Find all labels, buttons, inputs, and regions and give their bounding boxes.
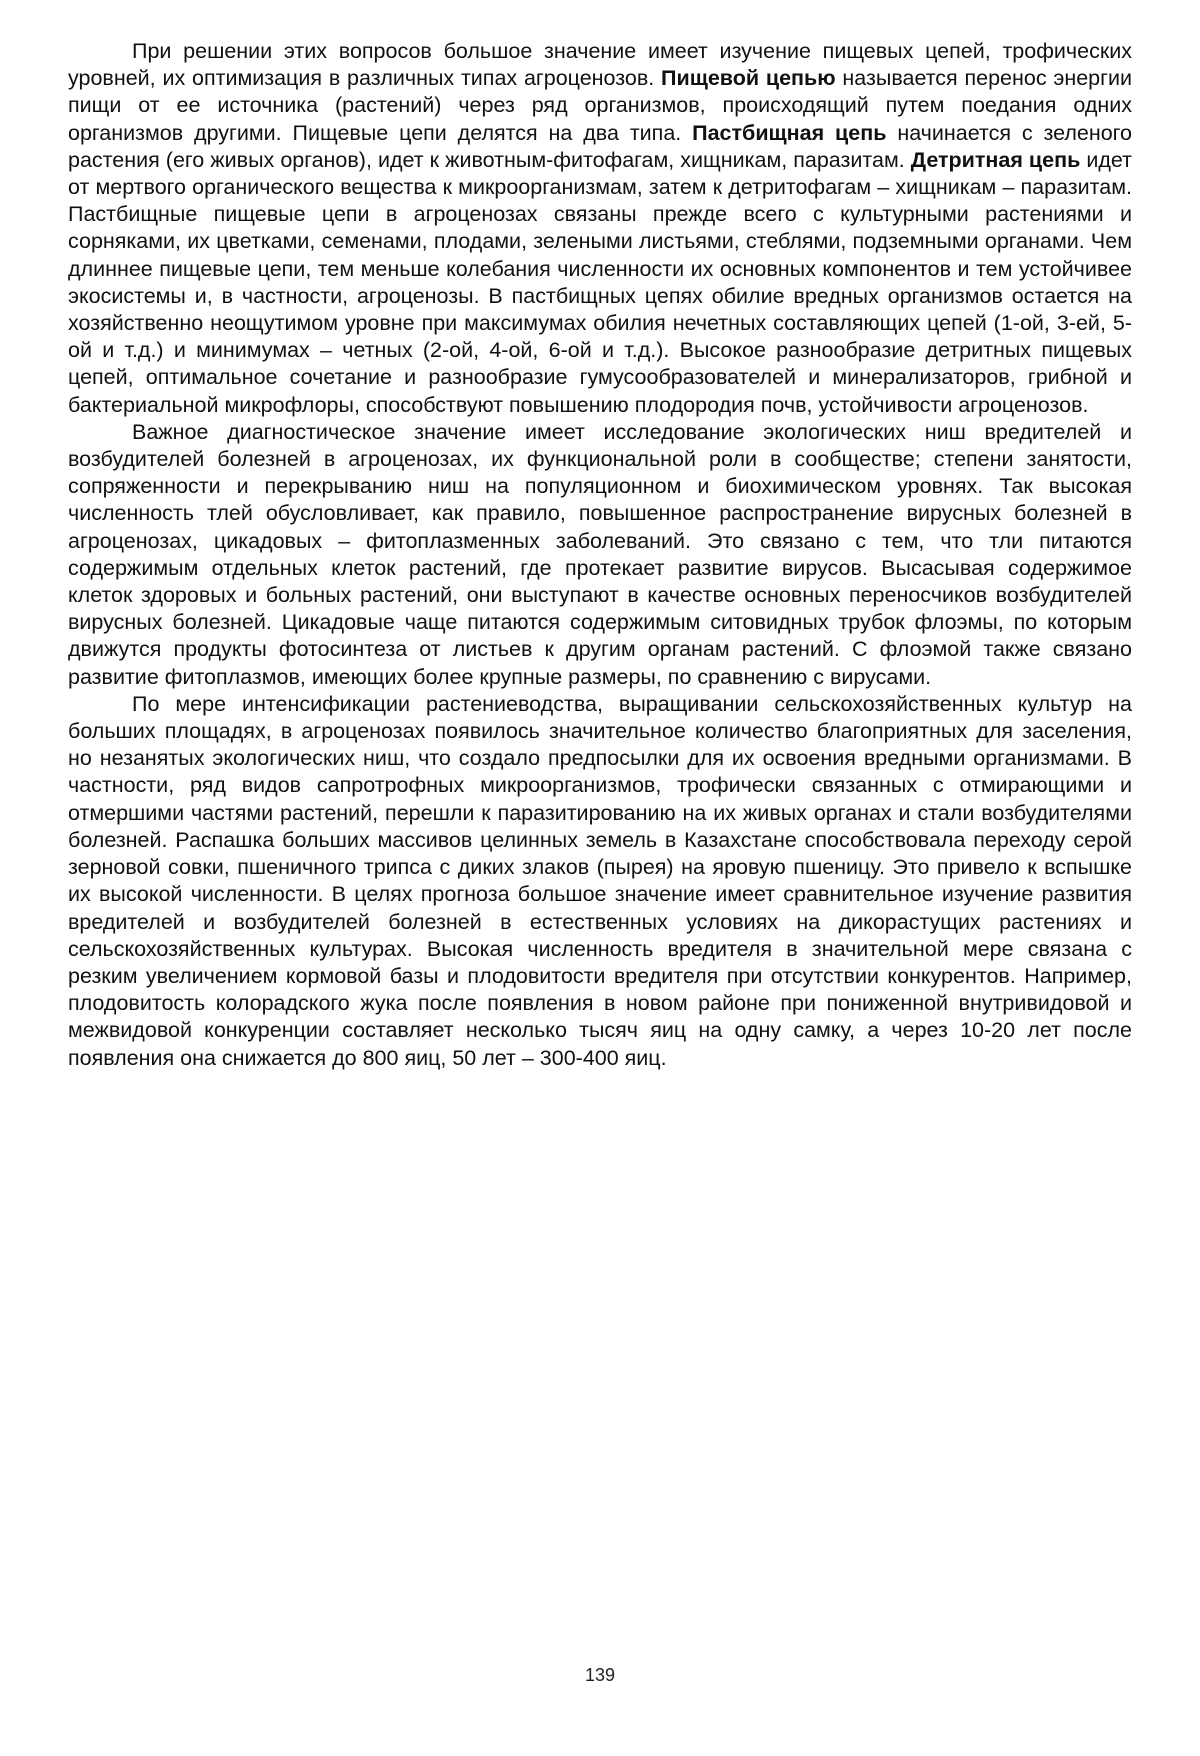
paragraph-food-chains bbox=[68, 38, 1132, 419]
text-segment: идет от мертвого органического вещества к микроорганизмам, затем к детритофагам – хищникам – паразитам. Пастбищные пищевые цепи в агроценозах связаны прежде всего с культурными растениями и сорняками, их цветками, семенами, плодами, зелеными листьями, стеблями, подземными органами. Чем длиннее пищевые цепи, тем меньше колебания численности их основных компонентов и тем устойчивее экосистемы и, в частности, агроценозы. В пастбищных цепях обилие вредных организмов остается на хозяйственно неощутимом уровне при максимумах обилия нечетных составляющих цепей (1-ой, 3-ей, 5-ой и т.д.) и минимумах – четных (2-ой, 4-ой, 6-ой и т.д.). Высокое разнообразие детритных пищевых цепей, оптимальное сочетание и разнообразие гумусообразователей и минерализаторов, грибной и бактериальной микрофлоры, способствуют повышению плодородия почв, устойчивости агроценозов. bbox=[68, 147, 1132, 417]
paragraph-ecological-niches bbox=[68, 419, 1132, 691]
text-segment: начинается с зеленого растения (его живых органов), идет к животным-фитофагам, хищникам, паразитам. bbox=[68, 120, 1132, 172]
text-segment: называется перенос энергии пищи от ее источника (растений) через ряд организмов, происходящий путем поедания одних организмов другими. Пищевые цепи делятся на два типа. bbox=[68, 66, 1132, 145]
text-segment: По мере интенсификации растениеводства, выращивании сельскохозяйственных культур на больших площадях, в агроценозах появилось значительное количество благоприятных для заселения, но незанятых экологических ниш, что создало предпосылки для их освоения вредными организмами. В частности, ряд видов сапротрофных микроорганизмов, трофически связанных с отмирающими и отмершими частями растений, перешли к паразитированию на их живых органах и стали возбудителями болезней. Распашка больших массивов целинных земель в Казахстане способствовала переходу серой зерновой совки, пшеничного трипса с диких злаков (пырея) на яровую пшеницу. Это привело к вспышке их высокой численности. В целях прогноза большое значение имеет сравнительное изучение развития вредителей и возбудителей болезней в естественных условиях на дикорастущих растениях и сельскохозяйственных культурах. Высокая численность вредителя в значительной мере связана с резким увеличением кормовой базы и плодовитости вредителя при отсутствии конкурентов. Например, плодовитость колорадского жука после появления в новом районе при пониженной внутривидовой и межвидовой конкуренции составляет несколько тысяч яиц на одну самку, а через 10-20 лет после появления она снижается до 800 яиц, 50 лет – 300-400 яиц. bbox=[68, 691, 1132, 1070]
term-grazing-chain: Пастбищная цепь bbox=[692, 120, 887, 145]
page-number: 139 bbox=[584, 1665, 616, 1685]
term-detrital-chain: Детритная цепь bbox=[910, 147, 1081, 172]
text-segment: Важное диагностическое значение имеет исследование экологических ниш вредителей и возбудителей болезней в агроценозах, их функциональной роли в сообществе; степени занятости, сопряженности и перекрыванию ниш на популяционном и биохимическом уровнях. Так высокая численность тлей обусловливает, как правило, повышенное распространение вирусных болезней в агроценозах, цикадовых – фитоплазменных заболеваний. Это связано с тем, что тли питаются содержимым отдельных клеток растений, где протекает развитие вирусов. Высасывая содержимое клеток здоровых и больных растений, они выступают в качестве основных переносчиков возбудителей вирусных болезней. Цикадовые чаще питаются содержимым ситовидных трубок флоэмы, по которым движутся продукты фотосинтеза от листьев к другим органам растений. С флоэмой также связано развитие фитоплазмов, имеющих более крупные размеры, по сравнению с вирусами. bbox=[68, 419, 1132, 689]
term-food-chain: Пищевой цепью bbox=[661, 66, 836, 91]
text-segment: При решении этих вопросов большое значение имеет изучение пищевых цепей, трофических уровней, их оптимизация в различных типах агроценозов. bbox=[68, 39, 1132, 91]
paragraph-intensification bbox=[68, 691, 1132, 1072]
page-body bbox=[68, 38, 1132, 1072]
